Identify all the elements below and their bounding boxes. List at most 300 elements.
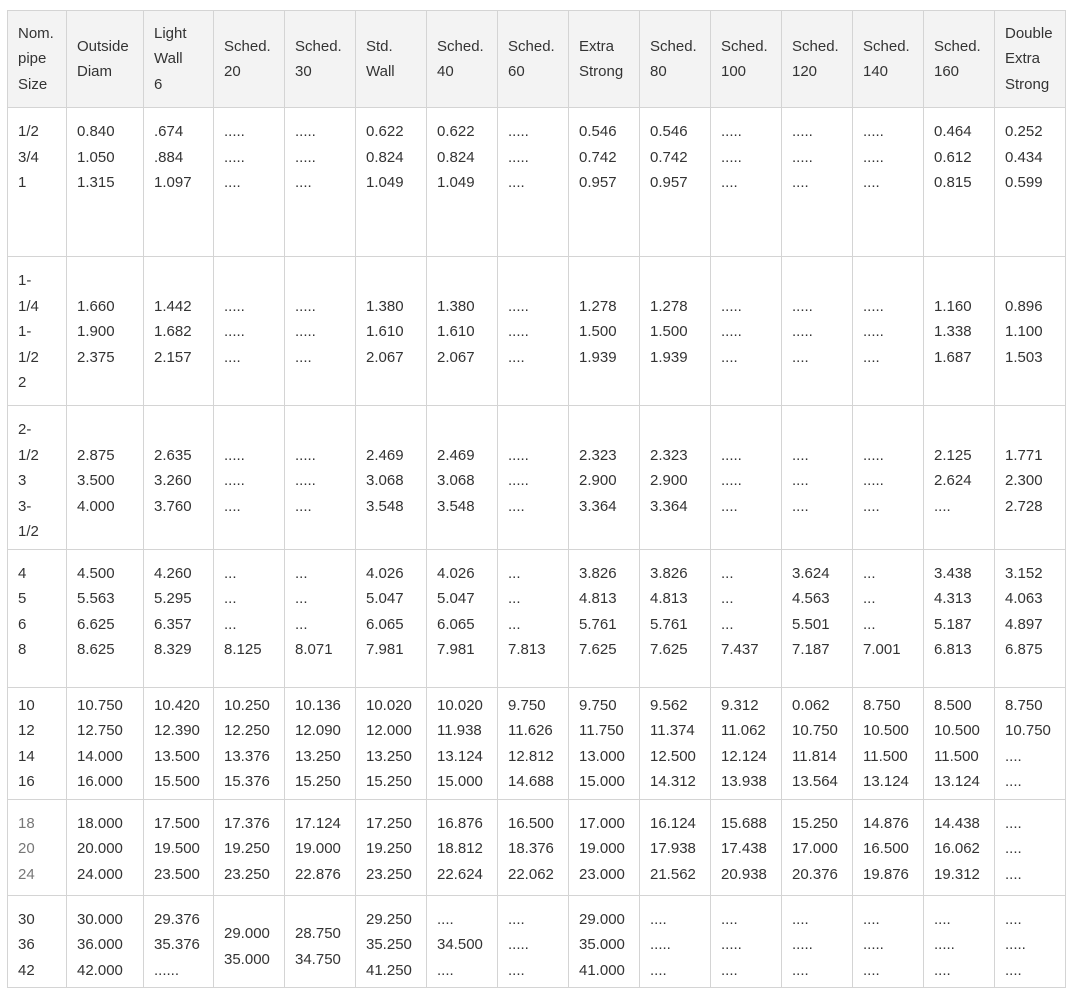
cell-light-wall bbox=[144, 687, 214, 799]
cell-line: 9.750 bbox=[579, 696, 617, 714]
cell-line: 11.500 bbox=[863, 747, 908, 765]
cell-sched-30 bbox=[285, 687, 356, 799]
cell-line: 0.252 bbox=[1005, 123, 1043, 140]
cell-sched-80 bbox=[640, 687, 711, 799]
cell-line: 3.548 bbox=[437, 497, 475, 515]
cell-line: 19.500 bbox=[154, 840, 200, 857]
cell-line: 80 bbox=[650, 63, 667, 80]
cell-line: 16.876 bbox=[437, 814, 483, 832]
cell-line: Diam bbox=[77, 63, 113, 80]
cell-line: 4.813 bbox=[579, 590, 617, 607]
cell-sched-100 bbox=[711, 108, 782, 257]
cell-line: .... bbox=[721, 961, 738, 979]
cell-std-wall bbox=[356, 687, 427, 799]
cell-sched-80 bbox=[640, 895, 711, 988]
cell-sched-20 bbox=[214, 108, 285, 257]
cell-line: 18 bbox=[18, 814, 35, 832]
cell-line: 2 bbox=[18, 374, 27, 391]
cell-line: 12.090 bbox=[295, 722, 341, 739]
cell-line: 0.840 bbox=[77, 123, 115, 140]
cell-line: 1.939 bbox=[650, 348, 688, 366]
cell-line: 12.500 bbox=[650, 747, 696, 765]
cell-line: 36.000 bbox=[77, 936, 123, 953]
cell-line: 0.957 bbox=[579, 174, 617, 191]
cell-line: 1.682 bbox=[154, 323, 192, 340]
cell-line: 2.875 bbox=[77, 446, 115, 464]
cell-line: 8.071 bbox=[295, 641, 333, 658]
cell-line: .... bbox=[295, 174, 312, 191]
cell-sched-80 bbox=[640, 799, 711, 895]
cell-line bbox=[77, 417, 143, 443]
cell-outside-diameter bbox=[67, 549, 144, 687]
cell-line: 10 bbox=[18, 696, 35, 714]
cell-extra-strong bbox=[569, 799, 640, 895]
table-row bbox=[8, 108, 1066, 257]
cell-light-wall bbox=[144, 108, 214, 257]
cell-line: 3.364 bbox=[650, 497, 688, 515]
cell-line: Wall bbox=[366, 63, 395, 80]
cell-line: Sched. bbox=[295, 37, 342, 55]
column-header-sched-80 bbox=[640, 11, 711, 108]
cell-sched-100 bbox=[711, 799, 782, 895]
cell-line: ..... bbox=[721, 323, 742, 340]
cell-line: 4.026 bbox=[437, 564, 475, 582]
cell-sched-80 bbox=[640, 549, 711, 687]
cell-line: 19.250 bbox=[224, 840, 270, 857]
table-row bbox=[8, 895, 1066, 988]
cell-line: ..... bbox=[721, 123, 742, 140]
column-header-nominal-size bbox=[8, 11, 67, 108]
cell-line: .... bbox=[650, 961, 667, 979]
cell-line: 19.250 bbox=[366, 840, 412, 857]
cell-line: ..... bbox=[792, 123, 813, 140]
cell-line: ... bbox=[508, 590, 521, 607]
cell-line: 42 bbox=[18, 961, 35, 979]
column-header-sched-20 bbox=[214, 11, 285, 108]
cell-sched-100 bbox=[711, 549, 782, 687]
cell-line: 23.250 bbox=[224, 865, 270, 883]
cell-line bbox=[579, 417, 639, 443]
cell-line: 0.062 bbox=[792, 696, 830, 714]
cell-line: ..... bbox=[721, 148, 742, 166]
cell-line: 7.187 bbox=[792, 641, 830, 658]
cell-line: 3.624 bbox=[792, 564, 830, 582]
cell-line: 0.742 bbox=[650, 148, 688, 166]
cell-line: ... bbox=[721, 590, 734, 607]
cell-sched-60 bbox=[498, 799, 569, 895]
cell-line: 7.981 bbox=[437, 641, 475, 658]
column-header-sched-120 bbox=[782, 11, 853, 108]
cell-line: Sched. bbox=[863, 37, 910, 55]
cell-line: ..... bbox=[934, 936, 955, 953]
cell-line: 23.250 bbox=[366, 865, 412, 883]
cell-line: 29.000 bbox=[579, 910, 625, 928]
cell-line: ..... bbox=[224, 148, 245, 166]
cell-line: 11.500 bbox=[934, 747, 979, 765]
cell-line: 12 bbox=[18, 722, 35, 739]
cell-line: 1.939 bbox=[579, 348, 617, 366]
cell-line: 35.000 bbox=[579, 936, 625, 953]
cell-line: ..... bbox=[1005, 936, 1026, 953]
cell-line: .... bbox=[650, 910, 667, 928]
cell-line: .... bbox=[1005, 814, 1022, 832]
cell-line: 0.622 bbox=[366, 123, 404, 140]
cell-line: 1.050 bbox=[77, 148, 115, 166]
cell-double-extra-strong bbox=[995, 687, 1066, 799]
cell-line: Size bbox=[18, 75, 48, 93]
cell-outside-diameter bbox=[67, 257, 144, 406]
cell-line: ..... bbox=[508, 936, 529, 953]
cell-line: 4.813 bbox=[650, 590, 688, 607]
cell-sched-40 bbox=[427, 406, 498, 550]
cell-line: 2.375 bbox=[77, 348, 115, 366]
cell-line: 17.500 bbox=[154, 814, 200, 832]
cell-line: ..... bbox=[650, 936, 671, 953]
cell-light-wall bbox=[144, 549, 214, 687]
cell-sched-40 bbox=[427, 687, 498, 799]
cell-line: 23.000 bbox=[579, 865, 625, 883]
cell-sched-120 bbox=[782, 687, 853, 799]
cell-line: .... bbox=[792, 446, 809, 464]
cell-sched-60 bbox=[498, 549, 569, 687]
cell-sched-20 bbox=[214, 895, 285, 988]
cell-line: 1.610 bbox=[366, 323, 404, 340]
cell-line: 19.876 bbox=[863, 865, 909, 883]
cell-sched-40 bbox=[427, 799, 498, 895]
cell-extra-strong bbox=[569, 549, 640, 687]
cell-line: 13.250 bbox=[366, 747, 412, 765]
cell-line: 1.278 bbox=[650, 297, 688, 315]
cell-sched-140 bbox=[853, 895, 924, 988]
cell-sched-160 bbox=[924, 549, 995, 687]
cell-line: Extra bbox=[1005, 50, 1041, 68]
cell-line: 1 bbox=[18, 174, 27, 191]
cell-line bbox=[224, 268, 284, 294]
cell-line: ..... bbox=[792, 936, 813, 953]
cell-nominal-size bbox=[8, 687, 67, 799]
cell-line: 140 bbox=[863, 63, 889, 80]
cell-line: ..... bbox=[295, 297, 316, 315]
cell-line: .... bbox=[508, 961, 525, 979]
cell-line: 3.500 bbox=[77, 472, 115, 489]
cell-sched-100 bbox=[711, 406, 782, 550]
cell-double-extra-strong bbox=[995, 257, 1066, 406]
cell-std-wall bbox=[356, 108, 427, 257]
cell-line: 15.250 bbox=[295, 773, 341, 790]
cell-line: 0.546 bbox=[579, 123, 617, 140]
cell-line: 14.000 bbox=[77, 747, 123, 765]
cell-line: 13.124 bbox=[863, 773, 909, 790]
cell-sched-40 bbox=[427, 549, 498, 687]
cell-line: 18.000 bbox=[77, 814, 123, 832]
cell-line: 20.376 bbox=[792, 865, 838, 883]
cell-line: 10.750 bbox=[1005, 722, 1051, 739]
cell-line: .... bbox=[1005, 773, 1022, 790]
cell-line: 5.761 bbox=[579, 615, 617, 633]
cell-std-wall bbox=[356, 406, 427, 550]
cell-line: ..... bbox=[863, 472, 884, 489]
cell-line: 10.020 bbox=[437, 696, 483, 714]
cell-line: 22.876 bbox=[295, 865, 341, 883]
cell-light-wall bbox=[144, 406, 214, 550]
cell-extra-strong bbox=[569, 406, 640, 550]
cell-line: .... bbox=[934, 497, 951, 515]
cell-sched-20 bbox=[214, 799, 285, 895]
cell-line: 5 bbox=[18, 590, 27, 607]
cell-line: 1.660 bbox=[77, 297, 115, 315]
cell-outside-diameter bbox=[67, 687, 144, 799]
cell-line: 3- bbox=[18, 497, 32, 515]
cell-line: .... bbox=[1005, 840, 1022, 857]
cell-line: 4.000 bbox=[77, 497, 115, 515]
cell-sched-30 bbox=[285, 406, 356, 550]
cell-line: 6.065 bbox=[437, 615, 475, 633]
cell-line: ... bbox=[295, 615, 308, 633]
cell-line: 1.097 bbox=[154, 174, 192, 191]
cell-line: 2.635 bbox=[154, 446, 192, 464]
cell-sched-140 bbox=[853, 549, 924, 687]
cell-sched-100 bbox=[711, 895, 782, 988]
cell-line: 15.376 bbox=[224, 773, 270, 790]
cell-line: .... bbox=[792, 348, 809, 366]
cell-line: 34.750 bbox=[295, 950, 341, 968]
cell-line: 15.688 bbox=[721, 814, 767, 832]
cell-line bbox=[224, 417, 284, 443]
cell-sched-120 bbox=[782, 895, 853, 988]
cell-line: 18.812 bbox=[437, 840, 483, 857]
cell-line: 1.380 bbox=[437, 297, 475, 315]
column-header-sched-60 bbox=[498, 11, 569, 108]
cell-line: ... bbox=[295, 590, 308, 607]
cell-line: 3.438 bbox=[934, 564, 972, 582]
column-header-sched-160 bbox=[924, 11, 995, 108]
cell-line: 1.610 bbox=[437, 323, 475, 340]
cell-nominal-size bbox=[8, 895, 67, 988]
cell-line: 3.548 bbox=[366, 497, 404, 515]
cell-line: 5.563 bbox=[77, 590, 115, 607]
cell-line bbox=[934, 417, 994, 443]
cell-outside-diameter bbox=[67, 406, 144, 550]
cell-line: .... bbox=[508, 497, 525, 515]
table-row bbox=[8, 799, 1066, 895]
cell-line: 3.760 bbox=[154, 497, 192, 515]
cell-line: .... bbox=[437, 910, 454, 928]
column-header-sched-30 bbox=[285, 11, 356, 108]
cell-line: pipe bbox=[18, 50, 47, 68]
cell-line: 13.938 bbox=[721, 773, 767, 790]
cell-line: 1.315 bbox=[77, 174, 115, 191]
cell-line: 41.000 bbox=[579, 961, 625, 979]
cell-line: 3.260 bbox=[154, 472, 192, 489]
table-row bbox=[8, 687, 1066, 799]
cell-sched-120 bbox=[782, 406, 853, 550]
cell-line: 17.438 bbox=[721, 840, 767, 857]
cell-line: ..... bbox=[721, 472, 742, 489]
cell-line: 1.100 bbox=[1005, 323, 1043, 340]
cell-line: 12.812 bbox=[508, 747, 554, 765]
cell-line: 29.376 bbox=[154, 910, 200, 928]
cell-line: 0.815 bbox=[934, 174, 972, 191]
cell-line: ..... bbox=[863, 123, 884, 140]
cell-line bbox=[295, 417, 355, 443]
cell-sched-30 bbox=[285, 108, 356, 257]
cell-double-extra-strong bbox=[995, 549, 1066, 687]
cell-line: 13.124 bbox=[934, 773, 980, 790]
cell-line: 3.364 bbox=[579, 497, 617, 515]
cell-line: 0.824 bbox=[437, 148, 475, 166]
cell-sched-140 bbox=[853, 108, 924, 257]
table-row bbox=[8, 406, 1066, 550]
cell-line: 16.124 bbox=[650, 814, 696, 832]
cell-line: .... bbox=[508, 910, 525, 928]
cell-line: 2.125 bbox=[934, 446, 972, 464]
cell-line: 4.063 bbox=[1005, 590, 1043, 607]
cell-line: 1.500 bbox=[579, 323, 617, 340]
cell-line: 11.374 bbox=[650, 722, 695, 739]
cell-line: ... bbox=[721, 615, 734, 633]
cell-line: ..... bbox=[295, 323, 316, 340]
cell-line: 30 bbox=[295, 63, 312, 80]
cell-line: .... bbox=[224, 174, 241, 191]
cell-line: Std. bbox=[366, 37, 393, 55]
cell-line: 1.503 bbox=[1005, 348, 1043, 366]
cell-std-wall bbox=[356, 257, 427, 406]
cell-line: .... bbox=[224, 497, 241, 515]
cell-line: .... bbox=[508, 174, 525, 191]
cell-line: 14.438 bbox=[934, 814, 980, 832]
cell-line: 30 bbox=[18, 910, 35, 928]
cell-line: 3.826 bbox=[650, 564, 688, 582]
cell-line: 1.500 bbox=[650, 323, 688, 340]
cell-line bbox=[366, 268, 426, 294]
cell-line: 11.750 bbox=[579, 722, 624, 739]
cell-line: 6.625 bbox=[77, 615, 115, 633]
cell-sched-20 bbox=[214, 687, 285, 799]
cell-line: Double bbox=[1005, 24, 1053, 42]
cell-line: 1/2 bbox=[18, 123, 39, 140]
cell-line: 22.062 bbox=[508, 865, 554, 883]
cell-line: ..... bbox=[508, 446, 529, 464]
cell-line: 2.323 bbox=[650, 446, 688, 464]
cell-line: 2.469 bbox=[366, 446, 404, 464]
cell-line: ..... bbox=[721, 936, 742, 953]
cell-line: 0.896 bbox=[1005, 297, 1043, 315]
cell-extra-strong bbox=[569, 257, 640, 406]
cell-line: 8 bbox=[18, 641, 27, 658]
cell-sched-160 bbox=[924, 687, 995, 799]
cell-sched-40 bbox=[427, 895, 498, 988]
cell-line: 8.750 bbox=[1005, 696, 1043, 714]
cell-line: 10.020 bbox=[366, 696, 412, 714]
cell-line: ..... bbox=[508, 323, 529, 340]
cell-line: 2.900 bbox=[650, 472, 688, 489]
cell-line: .... bbox=[863, 348, 880, 366]
cell-line bbox=[650, 417, 710, 443]
cell-double-extra-strong bbox=[995, 895, 1066, 988]
cell-line: 19.000 bbox=[295, 840, 341, 857]
cell-line: .... bbox=[437, 961, 454, 979]
cell-line: .... bbox=[1005, 747, 1022, 765]
cell-line: ... bbox=[295, 564, 308, 582]
cell-line: 6.065 bbox=[366, 615, 404, 633]
cell-line: ... bbox=[508, 564, 521, 582]
cell-line: ..... bbox=[508, 123, 529, 140]
cell-line: 0.824 bbox=[366, 148, 404, 166]
column-header-double-extra-strong bbox=[995, 11, 1066, 108]
cell-line: 17.250 bbox=[366, 814, 412, 832]
column-header-sched-100 bbox=[711, 11, 782, 108]
cell-std-wall bbox=[356, 549, 427, 687]
cell-line: ..... bbox=[792, 297, 813, 315]
cell-sched-100 bbox=[711, 687, 782, 799]
cell-line bbox=[721, 268, 781, 294]
cell-double-extra-strong bbox=[995, 406, 1066, 550]
cell-line: .... bbox=[1005, 865, 1022, 883]
cell-line: 1.687 bbox=[934, 348, 972, 366]
cell-line: Wall bbox=[154, 50, 183, 68]
cell-line: 7.981 bbox=[366, 641, 404, 658]
cell-line: 6.875 bbox=[1005, 641, 1043, 658]
cell-line bbox=[154, 417, 213, 443]
cell-line: 19.312 bbox=[934, 865, 980, 883]
cell-sched-60 bbox=[498, 257, 569, 406]
cell-nominal-size bbox=[8, 108, 67, 257]
cell-line bbox=[437, 268, 497, 294]
cell-line bbox=[792, 417, 852, 443]
cell-line: 14.312 bbox=[650, 773, 696, 790]
cell-line: 6 bbox=[18, 615, 27, 633]
cell-line: .674 bbox=[154, 123, 184, 140]
cell-sched-140 bbox=[853, 406, 924, 550]
cell-line: 17.000 bbox=[792, 840, 838, 857]
cell-line: 29.000 bbox=[224, 925, 270, 942]
cell-sched-30 bbox=[285, 799, 356, 895]
cell-sched-140 bbox=[853, 257, 924, 406]
cell-line: ..... bbox=[863, 297, 884, 315]
cell-line: ..... bbox=[508, 472, 529, 489]
cell-line: 10.500 bbox=[934, 722, 980, 739]
cell-line: ..... bbox=[295, 148, 316, 166]
cell-line: 0.742 bbox=[579, 148, 617, 166]
cell-line: 4.313 bbox=[934, 590, 972, 607]
cell-line: 7.625 bbox=[579, 641, 617, 658]
cell-line: Sched. bbox=[437, 37, 484, 55]
cell-line: 5.295 bbox=[154, 590, 192, 607]
cell-line: ..... bbox=[224, 472, 245, 489]
cell-line: Sched. bbox=[721, 37, 768, 55]
cell-line: 1.442 bbox=[154, 297, 192, 315]
cell-line: Strong bbox=[1005, 75, 1050, 93]
cell-line: ... bbox=[224, 564, 237, 582]
cell-line bbox=[154, 268, 213, 294]
cell-line: 17.124 bbox=[295, 814, 341, 832]
cell-line: 4.563 bbox=[792, 590, 830, 607]
cell-sched-160 bbox=[924, 895, 995, 988]
cell-extra-strong bbox=[569, 687, 640, 799]
cell-line: 35.376 bbox=[154, 936, 200, 953]
cell-line: 60 bbox=[508, 63, 525, 80]
cell-line: 5.761 bbox=[650, 615, 688, 633]
cell-line: 9.312 bbox=[721, 696, 759, 714]
cell-sched-120 bbox=[782, 799, 853, 895]
cell-line: 11.062 bbox=[721, 722, 766, 739]
column-header-sched-40 bbox=[427, 11, 498, 108]
cell-line: 29.250 bbox=[366, 910, 412, 928]
cell-light-wall bbox=[144, 895, 214, 988]
cell-line: Nom. bbox=[18, 24, 54, 42]
table-body bbox=[8, 108, 1066, 988]
cell-line: ..... bbox=[508, 148, 529, 166]
